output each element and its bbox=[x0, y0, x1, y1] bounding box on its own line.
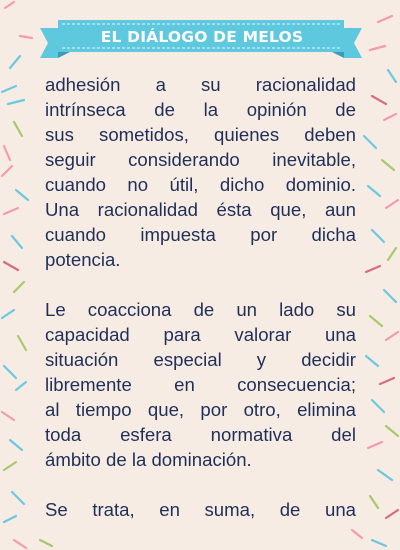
text-line: cuando impuesta por dicha bbox=[45, 224, 356, 245]
paragraph-gap bbox=[45, 472, 356, 497]
text-line: seguir considerando inevitable, bbox=[45, 149, 356, 170]
text-line: adhesión a su racionalidad bbox=[45, 74, 356, 95]
text-line: al tiempo que, por otro, elimina bbox=[45, 399, 356, 420]
text-line: potencia. bbox=[45, 249, 121, 270]
text-line: Una racionalidad ésta que, aun bbox=[45, 199, 356, 220]
paragraph-2 bbox=[45, 297, 356, 472]
paragraph-1 bbox=[45, 72, 356, 272]
document-body bbox=[45, 72, 356, 522]
text-line: Le coacciona de un lado su bbox=[45, 299, 356, 320]
text-line: intrínseca de la opinión de bbox=[45, 99, 356, 120]
paragraph-gap bbox=[45, 272, 356, 297]
text-line: toda esfera normativa del bbox=[45, 424, 356, 445]
text-line: Se trata, en suma, de una bbox=[45, 499, 356, 520]
text-line: libremente en consecuencia; bbox=[45, 374, 356, 395]
text-line: ámbito de la dominación. bbox=[45, 449, 252, 470]
page-title: EL DIÁLOGO DE MELOS bbox=[100, 28, 304, 46]
text-line: situación especial y decidir bbox=[45, 349, 356, 370]
title-banner bbox=[40, 14, 362, 64]
text-line: sus sometidos, quienes deben bbox=[45, 124, 356, 145]
text-line: cuando no útil, dicho dominio. bbox=[45, 174, 356, 195]
text-line: capacidad para valorar una bbox=[45, 324, 356, 345]
paragraph-3 bbox=[45, 497, 356, 522]
